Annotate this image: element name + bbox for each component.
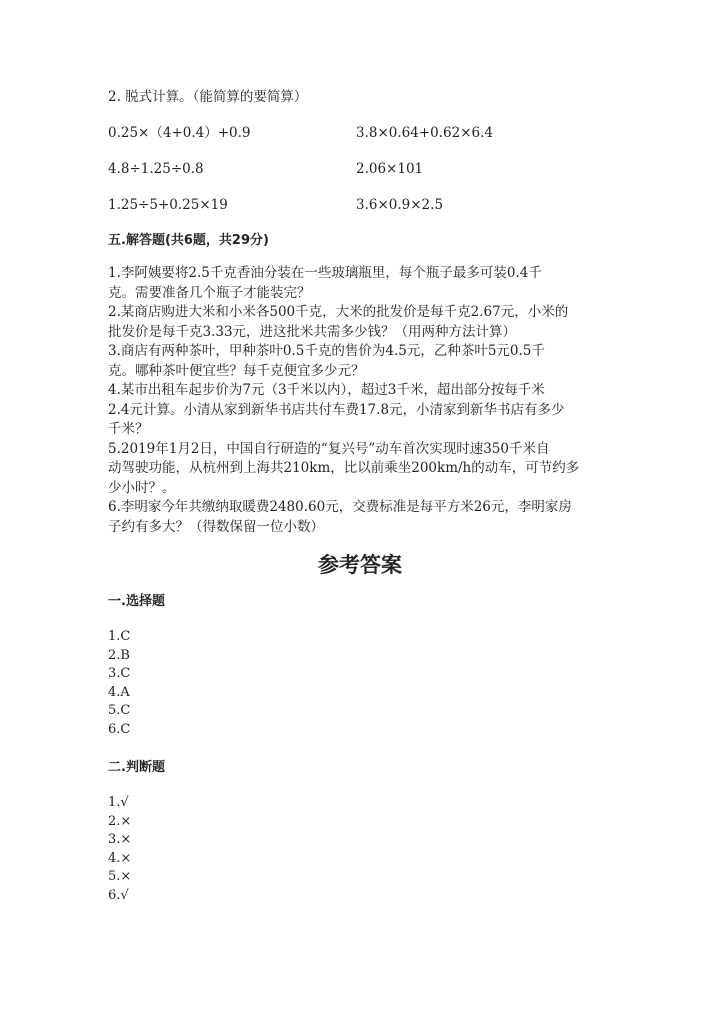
calc-item: 3.8×0.64+0.62×6.4: [356, 125, 493, 141]
problem-line: 1.李阿姨要将2.5千克香油分装在一些玻璃瓶里，每个瓶子最多可装0.4千: [108, 265, 542, 281]
judge-answers: [108, 794, 131, 906]
answer-item: 4.×: [108, 850, 132, 866]
answers-title: 参考答案: [318, 553, 402, 577]
answer-item: 2.B: [108, 647, 130, 663]
problem-line: 5.2019年1月2日，中国自行研造的“复兴号”动车首次实现时速350千米自: [108, 440, 550, 457]
judge-heading: 二.判断题: [108, 760, 165, 775]
answer-item: 6.√: [108, 887, 129, 903]
section5-heading: 五.解答题(共6题，共29分): [108, 233, 269, 248]
calc-item: 2.06×101: [356, 161, 424, 177]
answer-item: 1.C: [108, 629, 131, 644]
answer-item: 3.×: [108, 832, 132, 848]
problem-line: 2.4元计算。小清从家到新华书店共付车费17.8元，小清家到新华书店有多少: [108, 401, 565, 418]
calc-item: 4.8÷1.25÷0.8: [108, 161, 204, 177]
calc-item: 1.25÷5+0.25×19: [108, 197, 228, 213]
choice-heading: 一.选择题: [108, 594, 165, 609]
problem-line: 少小时？。: [108, 479, 176, 496]
problem-line: 6.李明家今年共缴纳取暖费2480.60元，交费标准是每平方米26元，李明家房: [108, 499, 572, 515]
calc-heading: 2. 脱式计算。（能简算的要简算）: [108, 89, 308, 105]
answer-item: 1.√: [108, 795, 129, 810]
problem-line: 批发价是每千克3.33元，进这批米共需多少钱？（用两种方法计算）: [108, 323, 517, 340]
answer-item: 5.C: [108, 703, 131, 719]
problem-line: 4.某市出租车起步价为7元（3千米以内），超过3千米，超出部分按每千米: [108, 382, 545, 398]
answer-item: 2.×: [108, 813, 132, 829]
problem-line: 子约有多大？（得数保留一位小数）: [108, 518, 324, 535]
answer-item: 4.A: [108, 684, 130, 700]
problem-line: 3.商店有两种茶叶，甲种茶叶0.5千克的售价为4.5元，乙种茶叶5元0.5千: [108, 343, 545, 359]
problem-line: 千米？: [108, 421, 149, 437]
problem-line: 动驾驶功能，从杭州到上海共210km，比以前乘坐200km/h的动车，可节约多: [108, 460, 580, 476]
choice-answers: [108, 628, 130, 740]
problem-line: 克。需要准备几个瓶子才能装完？: [108, 284, 311, 301]
calc-item: 0.25×（4+0.4）+0.9: [108, 125, 251, 141]
answer-item: 3.C: [108, 666, 131, 682]
problem-line: 2.某商店购进大米和小米各500千克，大米的批发价是每千克2.67元，小米的: [108, 304, 569, 320]
answer-item: 6.C: [108, 721, 131, 737]
word-problems: [108, 264, 613, 537]
calc-item: 3.6×0.9×2.5: [356, 197, 444, 213]
problem-line: 克。哪种茶叶便宜些？每千克便宜多少元？: [108, 362, 365, 379]
answer-item: 5.×: [108, 869, 132, 885]
